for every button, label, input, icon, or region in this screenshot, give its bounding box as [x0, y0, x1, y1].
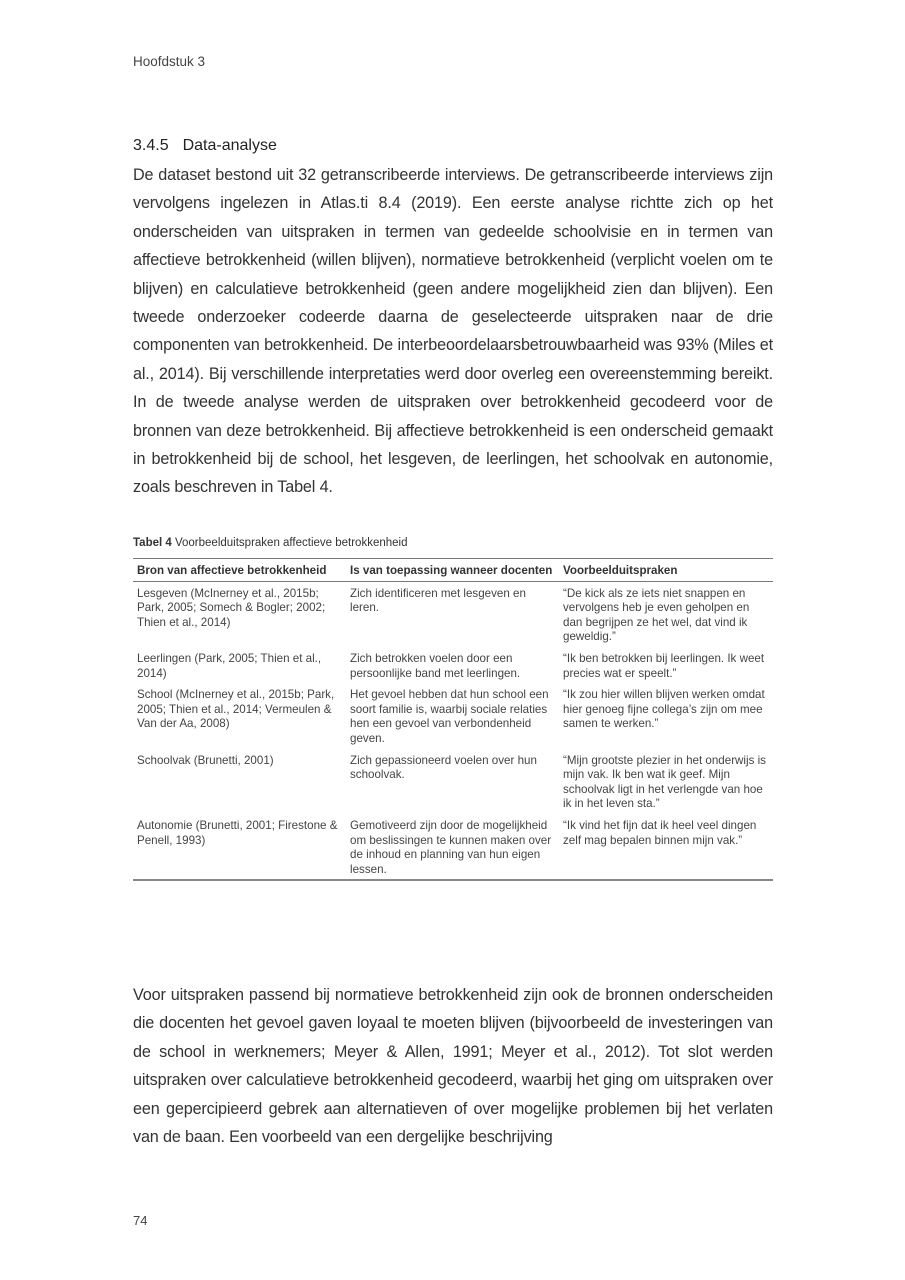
table-cell: “De kick als ze iets niet snappen en vervolgens heb je even geholpen en dan begrijpen ze het wel, dat vind ik geweldig.” [563, 586, 750, 644]
table-cell: “Ik vind het fijn dat ik heel veel dingen zelf mag bepalen binnen mijn vak.” [559, 815, 773, 880]
table-cell: Zich gepassioneerd voelen over hun schoolvak. [350, 753, 537, 782]
column-header: Is van toepassing wanneer docenten [346, 559, 559, 582]
section-title: Data-analyse [182, 137, 277, 154]
table-row [133, 648, 773, 684]
table-label: Tabel 4 [133, 537, 172, 549]
table-cell: School (McInerney et al., 2015b; Park, 2005; Thien et al., 2014; Vermeulen & Van der Aa, 2008) [137, 688, 335, 731]
table-cell: Zich identificeren met lesgeven en leren. [350, 586, 526, 615]
table-cell: “Ik zou hier willen blijven werken omdat hier genoeg fijne collega’s zijn om mee samen te werken.” [563, 688, 765, 731]
body-paragraph: De dataset bestond uit 32 getranscribeerde interviews. De getranscribeerde interviews zijn vervolgens ingelezen in Atlas.ti 8.4 (2019). Een eerste analyse richtte zich op het onderscheiden van uitspraken in termen van gedeelde schoolvisie en in termen van affectieve betrokkenheid (willen blijven), normatieve betrokkenheid (verplicht voelen om te blijven) en calculatieve betrokkenheid (geen andere mogelijkheid zien dan blijven). Een tweede onderzoeker codeerde daarna de geselecteerde uitspraken naar de drie componenten van betrokkenheid. De interbeoordelaarsbetrouwbaarheid was 93% (Miles et al., 2014). Bij verschillende interpretaties werd door overleg een overeenstemming bereikt. In de tweede analyse werden de uitspraken over betrokkenheid gecodeerd voor de bronnen van deze betrokkenheid. Bij affectieve betrokkenheid is een onderscheid gemaakt in betrokkenheid bij de school, het lesgeven, de leerlingen, het schoolvak en autonomie, zoals beschreven in Tabel 4. [133, 166, 773, 497]
page-number: 74 [133, 1213, 148, 1228]
table-cell: Gemotiveerd zijn door de mogelijkheid om beslissingen te kunnen maken over de inhoud en planning van hun eigen lessen. [346, 815, 559, 880]
section-number: 3.4.5 [133, 137, 169, 154]
column-header: Bron van affectieve betrokkenheid [133, 559, 346, 582]
table-cell: Schoolvak (Brunetti, 2001) [137, 753, 274, 767]
column-header: Voorbeelduitspraken [559, 559, 773, 582]
table-row [133, 815, 773, 880]
table-cell: Autonomie (Brunetti, 2001; Firestone & Penell, 1993) [133, 815, 346, 880]
table-row [133, 581, 773, 648]
table-cell: Zich betrokken voelen door een persoonlijke band met leerlingen. [350, 651, 521, 680]
table-row [133, 750, 773, 815]
table-affective-commitment [133, 558, 773, 881]
table-caption-text: Voorbeelduitspraken affectieve betrokkenheid [174, 537, 408, 549]
table-cell: “Ik ben betrokken bij leerlingen. Ik weet precies wat er speelt.” [563, 651, 765, 680]
table-caption [133, 537, 408, 549]
table-header-row [133, 559, 773, 582]
table-cell: Het gevoel hebben dat hun school een soort familie is, waarbij sociale relaties hen een gevoel van verbondenheid geven. [350, 688, 549, 745]
table-row [133, 684, 773, 749]
section-heading [133, 137, 277, 155]
body-paragraph: Voor uitspraken passend bij normatieve betrokkenheid zijn ook de bronnen onderscheiden die docenten het gevoel gaven loyaal te moeten blijven (bijvoorbeeld de investeringen van de school in werknemers; Meyer & Allen, 1991; Meyer et al., 2012). Tot slot werden uitspraken over calculatieve betrokkenheid gecodeerd, waarbij het ging om uitspraken over een gepercipieerd gebrek aan alternatieven of over mogelijke problemen bij het verlaten van de baan. Een voorbeeld van een dergelijke beschrijving [133, 986, 773, 1147]
running-head: Hoofdstuk 3 [133, 54, 206, 69]
table-cell: Leerlingen (Park, 2005; Thien et al., 2014) [137, 651, 322, 680]
table-cell: Lesgeven (McInerney et al., 2015b; Park, 2005; Somech & Bogler; 2002; Thien et al., 2014) [137, 586, 326, 629]
table-cell: “Mijn grootste plezier in het onderwijs is mijn vak. Ik ben wat ik geef. Mijn schoolvak ligt in het verlengde van hoe ik in het leven sta.” [563, 753, 766, 811]
